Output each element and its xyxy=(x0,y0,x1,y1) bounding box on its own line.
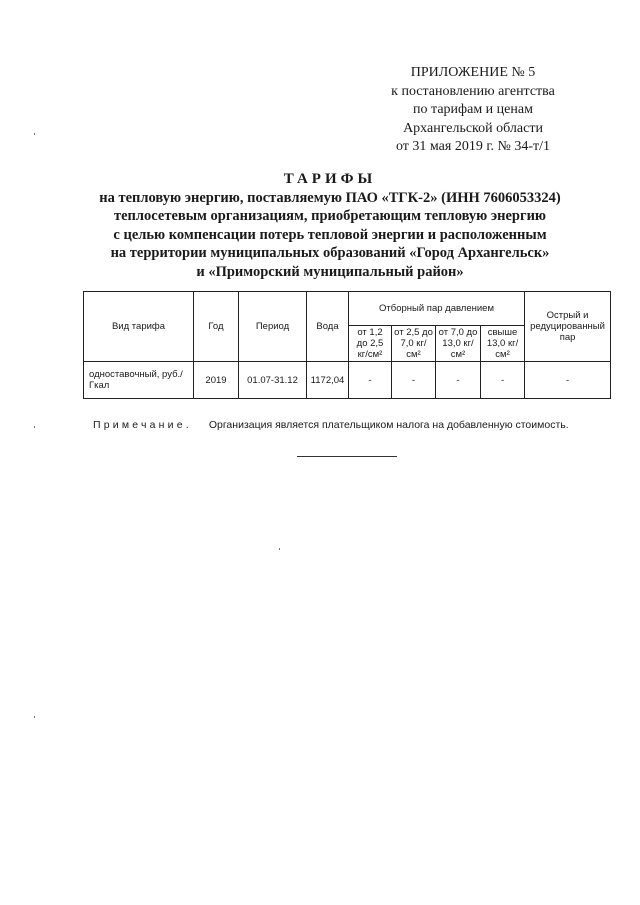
document-title xyxy=(80,170,580,282)
header-water: Вода xyxy=(307,292,349,362)
title-line-2: теплосетевым организациям, приобретающим тепловую энергию xyxy=(113,208,547,225)
header-pressure-4: свыше 13,0 кг/см² xyxy=(481,326,525,362)
header-tariff-type: Вид тарифа xyxy=(84,292,194,362)
cell-tariff-type: одноставочный, руб./Гкал xyxy=(84,362,194,399)
header-pressure-2: от 2,5 до 7,0 кг/см² xyxy=(392,326,436,362)
header-period: Период xyxy=(239,292,307,362)
appendix-region-line: Архангельской области xyxy=(403,120,543,136)
scan-speck xyxy=(34,426,35,428)
note-label: Примечание. xyxy=(93,419,192,431)
header-pressure-3: от 7,0 до 13,0 кг/см² xyxy=(436,326,481,362)
cell-water: 1172,04 xyxy=(307,362,349,399)
header-year: Год xyxy=(194,292,239,362)
appendix-date-line: от 31 мая 2019 г. № 34-т/1 xyxy=(395,139,551,154)
table-header-row xyxy=(84,292,611,326)
closing-rule xyxy=(297,456,397,457)
note-text: Организация является плательщиком налога на добавленную стоимость. xyxy=(208,419,569,431)
header-acute-steam: Острый и редуцированный пар xyxy=(525,292,611,362)
cell-acute-steam: - xyxy=(525,362,611,399)
tariffs-table xyxy=(83,291,611,399)
appendix-resolution-line: к постановлению агентства xyxy=(391,83,555,99)
scan-speck xyxy=(34,716,35,718)
table-row xyxy=(84,362,611,399)
scan-speck xyxy=(279,548,280,550)
header-steam-group: Отборный пар давлением xyxy=(349,292,525,326)
scan-speck xyxy=(34,133,35,135)
cell-pressure-4: - xyxy=(481,362,525,399)
cell-year: 2019 xyxy=(194,362,239,399)
appendix-number: ПРИЛОЖЕНИЕ № 5 xyxy=(410,65,536,80)
title-main: ТАРИФЫ xyxy=(283,171,377,187)
cell-pressure-2: - xyxy=(392,362,436,399)
appendix-header xyxy=(368,64,578,157)
note xyxy=(93,419,569,431)
title-line-4: на территории муниципальных образований «Город Архангельск» xyxy=(110,245,550,262)
header-pressure-1: от 1,2 до 2,5 кг/см² xyxy=(349,326,392,362)
appendix-agency-line: по тарифам и ценам xyxy=(413,102,533,117)
cell-pressure-3: - xyxy=(436,362,481,399)
title-line-3: с целью компенсации потерь тепловой энергии и расположенным xyxy=(113,226,547,243)
cell-pressure-1: - xyxy=(349,362,392,399)
title-line-5: и «Приморский муниципальный район» xyxy=(196,263,464,280)
title-line-1: на тепловую энергию, поставляемую ПАО «ТГК-2» (ИНН 7606053324) xyxy=(99,189,561,206)
cell-period: 01.07-31.12 xyxy=(239,362,307,399)
